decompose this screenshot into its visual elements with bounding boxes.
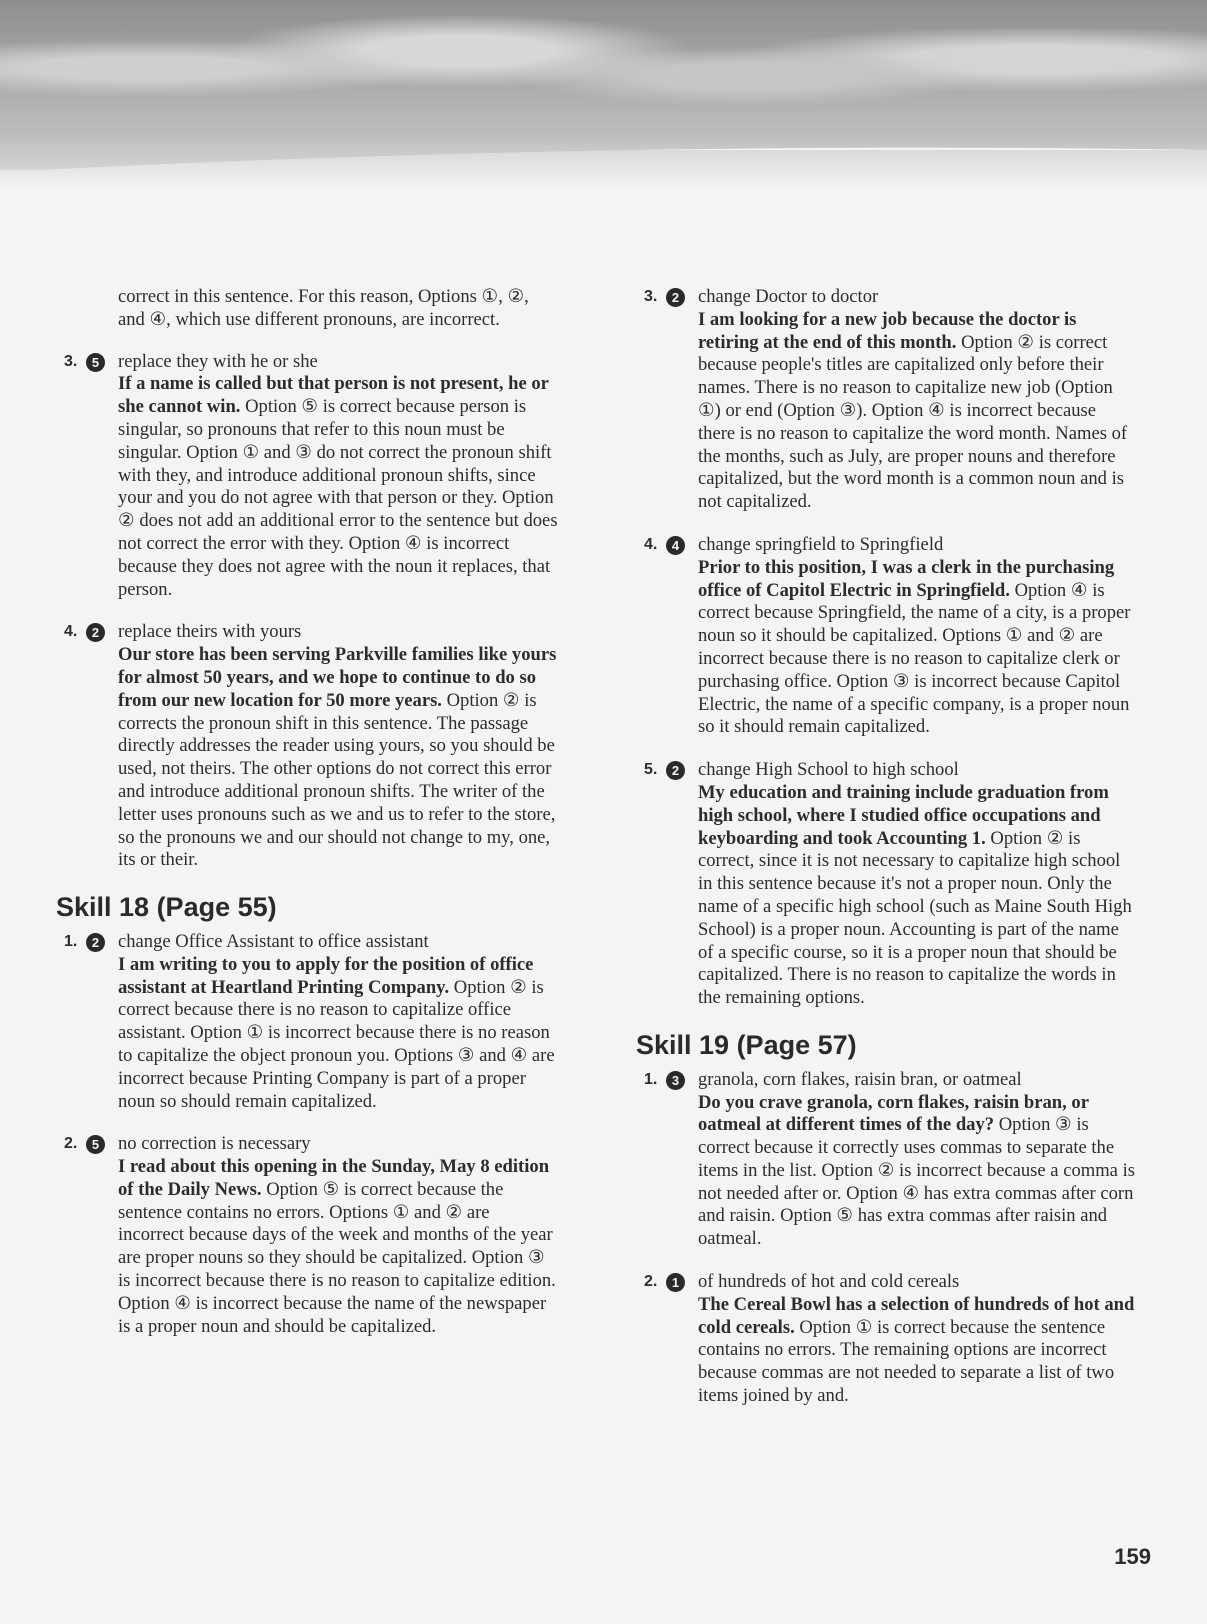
item-number: 2. xyxy=(644,1273,658,1291)
answer-badge: 2 xyxy=(666,761,685,780)
answer-badge: 5 xyxy=(86,353,105,372)
header-photo-banner xyxy=(0,0,1207,170)
skill-heading: Skill 18 (Page 55) xyxy=(56,892,277,923)
item-number: 4. xyxy=(644,535,658,553)
explanation-text: Option ④ is correct because Springfield, the name of a city, is a proper noun so it should be capitalized. Options ① and ② are incorrect because there is no reason to capitalize clerk or purchasing office. Option ③ is incorrect because Capitol Electric, the name of a specific company, is a proper noun so it should remain capitalized. xyxy=(698,579,1131,738)
corrected-sentence: I am looking for a new job because the doctor is retiring at the end of this month. xyxy=(698,308,1077,353)
corrected-sentence: I am writing to you to apply for the position of office assistant at Heartland Printing Company. xyxy=(118,953,534,998)
answer-item xyxy=(636,759,1136,1010)
answer-item xyxy=(636,1069,1136,1251)
left-column xyxy=(56,286,558,1358)
answer-badge: 2 xyxy=(666,288,685,307)
answer-badge: 1 xyxy=(666,1273,685,1292)
correction-text: change Office Assistant to office assistant xyxy=(118,930,429,952)
answer-item xyxy=(56,1133,558,1338)
corrected-sentence: Prior to this position, I was a clerk in the purchasing office of Capitol Electric in Springfield. xyxy=(698,556,1115,601)
answer-badge: 2 xyxy=(86,623,105,642)
banner-fade xyxy=(0,150,1207,190)
explanation-text: Option ③ is correct because it correctly uses commas to separate the items in the list. Option ② is incorrect because a comma is not needed after or. Option ④ has extra commas after corn and raisin. Option ⑤ has extra commas after raisin and oatmeal. xyxy=(698,1114,1135,1250)
answer-badge: 2 xyxy=(86,933,105,952)
explanation-text: Option ② is correct because people's titles are capitalized only before their names. There is no reason to capitalize new job (Option ①) or end (Option ③). Option ④ is incorrect because there is no reason to capitalize the word month. Names of the months, such as July, are proper nouns and therefore capitalized, but the word month is a common noun and is not capitalized. xyxy=(698,331,1128,513)
corrected-sentence: Do you crave granola, corn flakes, raisin bran, or oatmeal at different times of the day? xyxy=(698,1091,1089,1136)
answer-item xyxy=(56,351,558,602)
item-number: 1. xyxy=(64,932,78,950)
answer-item xyxy=(56,621,558,872)
answer-badge: 3 xyxy=(666,1071,685,1090)
right-column xyxy=(636,286,1136,1428)
item-number: 3. xyxy=(64,352,78,370)
correction-text: of hundreds of hot and cold cereals xyxy=(698,1271,960,1293)
correction-text: granola, corn flakes, raisin bran, or oatmeal xyxy=(698,1068,1022,1090)
corrected-sentence: If a name is called but that person is not present, he or she cannot win. xyxy=(118,373,549,418)
corrected-sentence: I read about this opening in the Sunday, May 8 edition of the Daily News. xyxy=(118,1156,550,1200)
correction-text: replace theirs with yours xyxy=(118,621,302,643)
answer-item xyxy=(636,1271,1136,1408)
explanation-text: Option ⑤ is correct because the sentence contains no errors. Options ① and ② are incorrect because days of the week and months of the year are proper nouns so they should be capitalized. Option ③ is incorrect because there is no reason to capitalize edition. Option ④ is incorrect because the name of the newspaper is a proper noun and should be capitalized. xyxy=(118,1178,556,1337)
explanation-text: Option ② is corrects the pronoun shift in this sentence. The passage directly addresses the reader using yours, so you should be used, not theirs. The other options do not correct this error and introduce additional pronoun shifts. The writer of the letter uses pronouns such as we and us to refer to the store, so the pronouns we and our should not change to my, one, its or their. xyxy=(118,689,556,871)
correction-text: change High School to high school xyxy=(698,759,959,781)
answer-item xyxy=(56,931,558,1113)
skill-heading: Skill 19 (Page 57) xyxy=(636,1029,857,1060)
item-number: 4. xyxy=(64,623,78,641)
item-number: 2. xyxy=(64,1135,78,1153)
corrected-sentence: Our store has been serving Parkville families like yours for almost 50 years, and we hope to continue to do so from our new location for 50 more years. xyxy=(118,644,557,711)
correction-text: change Doctor to doctor xyxy=(698,286,879,307)
correction-text: change springfield to Springfield xyxy=(698,533,944,555)
answer-badge: 5 xyxy=(86,1135,105,1154)
correction-text: no correction is necessary xyxy=(118,1133,311,1155)
answer-item xyxy=(636,286,1136,514)
explanation-text: Option ⑤ is correct because person is singular, so pronouns that refer to this noun must be singular. Option ① and ③ do not correct the pronoun shift with they, and introduce additional pronoun shifts, since your and you do not agree with that person or they. Option ② does not add an additional error to the sentence but does not correct the error with they. Option ④ is incorrect because they does not agree with the noun it replaces, that person. xyxy=(118,396,558,600)
corrected-sentence: My education and training include graduation from high school, where I studied office occupations and keyboarding and took Accounting 1. xyxy=(698,781,1109,849)
explanation-text: Option ① is correct because the sentence contains no errors. The remaining options are incorrect because commas are not needed to separate a list of two items joined by and. xyxy=(698,1316,1115,1407)
answer-badge: 4 xyxy=(666,536,685,555)
correction-text: replace they with he or she xyxy=(118,350,318,372)
item-number: 3. xyxy=(644,288,658,305)
item-number: 5. xyxy=(644,761,658,779)
continuation-text: correct in this sentence. For this reason, Options ①, ②, and ④, which use different pronouns, are incorrect. xyxy=(118,286,529,330)
explanation-text: Option ② is correct because there is no reason to capitalize office assistant. Option ① is incorrect because there is no reason to capitalize the object pronoun you. Options ③ and ④ are incorrect because Printing Company is part of a proper noun so should remain capitalized. xyxy=(118,976,555,1112)
page-number: 159 xyxy=(1114,1544,1151,1569)
answer-item xyxy=(636,534,1136,739)
corrected-sentence: The Cereal Bowl has a selection of hundreds of hot and cold cereals. xyxy=(698,1293,1135,1338)
explanation-text: Option ② is correct, since it is not necessary to capitalize high school in this sentence because it's not a proper noun. Only the name of a specific high school (such as Maine South High School) is a proper noun. Accounting is part of the name of a specific course, so it is a proper noun that should be capitalized. There is no reason to capitalize the words in the remaining options. xyxy=(698,827,1132,1009)
item-number: 1. xyxy=(644,1070,658,1088)
